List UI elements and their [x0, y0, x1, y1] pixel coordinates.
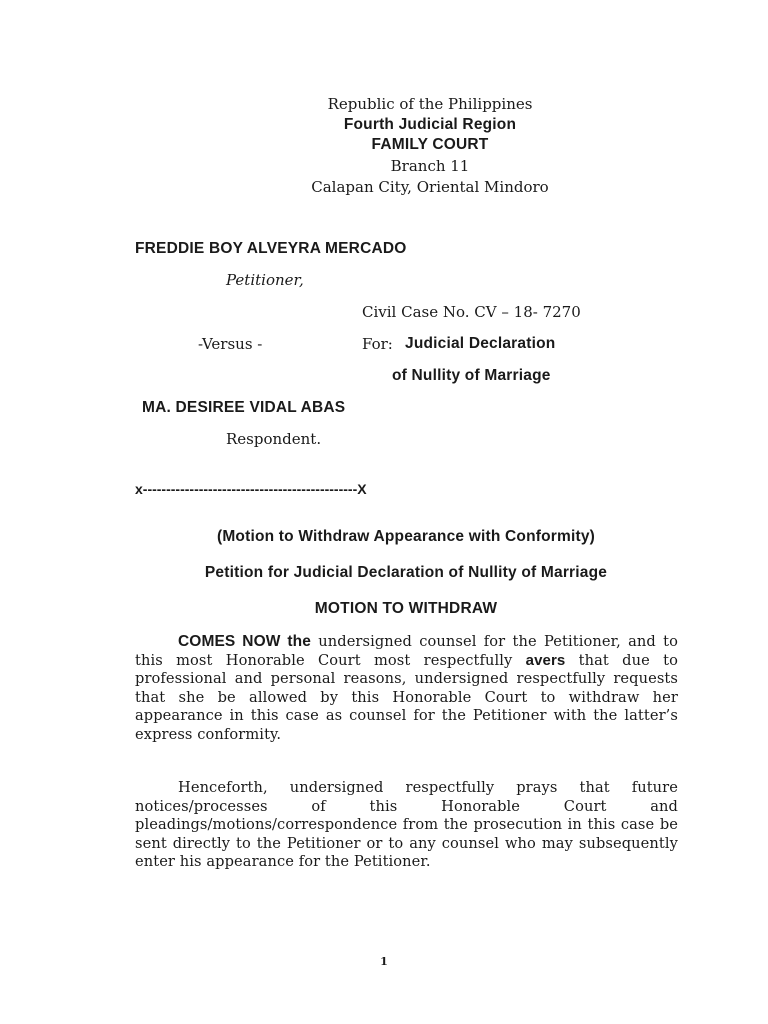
header-republic: Republic of the Philippines [327, 95, 533, 113]
paragraph-1-lead: COMES NOW the [178, 633, 311, 650]
paragraph-1-text-a: undersigned counsel for the Petitioner, and to this most Honorable Court most respectfully [135, 633, 678, 669]
petitioner-name: FREDDIE BOY ALVEYRA MERCADO [135, 240, 407, 257]
respondent-name: MA. DESIREE VIDAL ABAS [142, 399, 346, 416]
motion-subtitle: (Motion to Withdraw Appearance with Conformity) [216, 528, 596, 545]
petition-title: Petition for Judicial Declaration of Nullity of Marriage [204, 564, 608, 581]
respondent-role: Respondent. [226, 430, 322, 448]
header-branch: Branch 11 [390, 157, 470, 175]
motion-title: MOTION TO WITHDRAW [314, 600, 498, 617]
petitioner-role: Petitioner, [226, 271, 304, 289]
header-court: FAMILY COURT [371, 136, 489, 153]
paragraph-1-text-b: that due to professional and personal reasons, undersigned respectfully requests that she be allowed by this Honorable Court to withdraw her appearance in this case as counsel for the Petitioner with the latter’s express conformity. [135, 651, 678, 743]
paragraph-1 [135, 633, 678, 745]
header-region: Fourth Judicial Region [343, 116, 517, 133]
paragraph-1-avers: avers [525, 651, 566, 669]
for-line-1: Judicial Declaration [405, 335, 556, 352]
case-number: Civil Case No. CV – 18- 7270 [362, 303, 581, 321]
versus-label: -Versus - [198, 335, 263, 353]
caption-separator: x----------------------------------------------X [135, 481, 367, 497]
for-label: For: [362, 335, 393, 353]
for-line-2: of Nullity of Marriage [392, 367, 551, 384]
paragraph-2: Henceforth, undersigned respectfully prays that future notices/processes of this Honorable Court and pleadings/motions/correspondence from the prosecution in this case be sent directly to the Petitioner or to any counsel who may subsequently enter his appearance for the Petitioner. [135, 779, 678, 871]
page-number: 1 [380, 955, 388, 968]
header-city: Calapan City, Oriental Mindoro [311, 178, 549, 196]
